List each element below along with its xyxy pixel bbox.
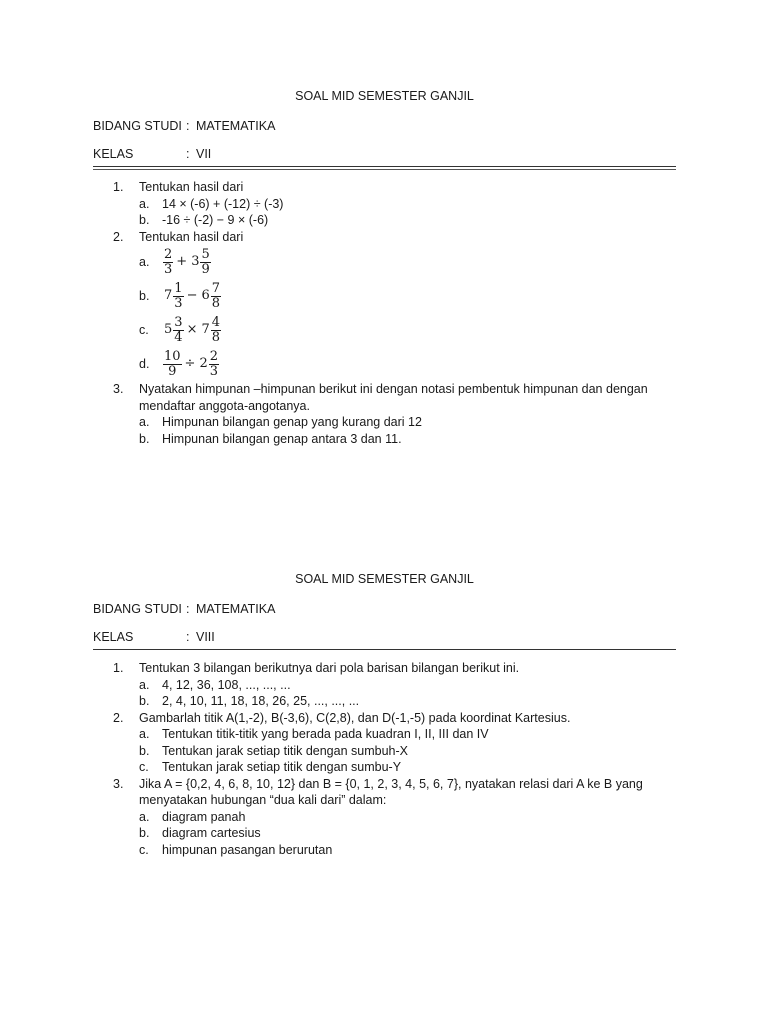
sub-letter: c. [139,760,149,774]
sub-text: Tentukan jarak setiap titik dengan sumbuh-X [162,743,408,758]
class-value: VIII [196,630,215,644]
header-rule-thin [93,169,676,170]
fraction: $\frac{4}{8}$ [211,314,221,345]
class-row [93,629,676,645]
fraction: $\frac{10}{9}$ [164,348,181,379]
question-2 [93,229,676,382]
subject-colon: : [186,602,190,616]
whole-number: 7 [164,287,173,303]
operator: + [176,253,188,269]
sub-question-c [139,759,676,776]
subject-label: BIDANG STUDI [93,119,182,133]
math-expression [162,248,212,277]
sub-letter: a. [139,196,150,211]
fraction: $\frac{3}{4}$ [174,314,183,345]
sub-letter: c. [139,323,149,337]
exam-title: SOAL MID SEMESTER GANJIL [295,89,474,103]
sub-question-b [139,693,676,710]
operator: × [186,321,198,337]
question-3 [93,381,676,447]
fraction: $\frac{7}{8}$ [211,280,221,311]
question-1 [93,179,676,229]
math-expression [162,282,222,311]
exam-sheet-viii [93,571,676,858]
fraction: $\frac{2}{3}$ [209,348,219,379]
sub-question-a [139,414,676,431]
sub-question-a [139,245,676,279]
question-number: 3. [113,382,124,396]
sub-question-a [139,726,676,743]
sub-text: 14 × (-6) + (-12) ÷ (-3) [162,196,284,211]
whole-number: 6 [201,287,210,303]
sub-text: diagram panah [162,809,246,824]
sub-letter: a. [139,415,150,429]
math-expression [162,350,220,379]
sub-letter: b. [139,694,150,708]
sub-question-a [139,677,676,694]
sub-text: diagram cartesius [162,826,261,840]
sub-question-c [139,842,676,859]
class-colon: : [186,147,190,161]
fraction: $\frac{5}{9}$ [201,246,210,277]
sub-text: Tentukan titik-titik yang berada pada kuadran I, II, III dan IV [162,727,489,741]
question-text: Nyatakan himpunan –himpunan berikut ini dengan notasi pembentuk himpunan dan dengan mendaftar anggota-angotanya. [139,382,648,413]
sub-text: Himpunan bilangan genap yang kurang dari 12 [162,415,422,429]
subject-colon: : [186,119,190,133]
sub-text: Himpunan bilangan genap antara 3 dan 11. [162,431,402,446]
class-label: KELAS [93,630,134,644]
class-row [93,146,676,162]
sub-question-a [139,809,676,826]
sub-text: himpunan pasangan berurutan [162,842,333,857]
sub-letter: b. [139,826,150,840]
sub-question-b [139,212,676,229]
header-rule [93,649,676,650]
operator: − [186,287,198,303]
question-number: 1. [113,661,124,675]
sub-question-c [139,313,676,347]
class-colon: : [186,630,190,644]
sub-letter: a. [139,809,150,824]
class-value: VII [196,147,212,161]
question-3 [93,776,676,859]
subject-label: BIDANG STUDI [93,602,182,616]
sub-letter: b. [139,431,150,446]
whole-number: 5 [164,321,173,337]
question-1 [93,660,676,710]
sub-letter: b. [139,213,150,227]
sub-question-b [139,825,676,842]
question-number: 1. [113,180,124,194]
sub-question-b [139,279,676,313]
subject-value: MATEMATIKA [196,119,276,133]
sub-letter: b. [139,289,150,303]
subject-value: MATEMATIKA [196,602,276,616]
question-number: 3. [113,776,124,791]
question-text: Jika A = {0,2, 4, 6, 8, 10, 12} dan B = {0, 1, 2, 3, 4, 5, 6, 7}, nyatakan relasi dari A ke B yang menyatakan hubungan “dua kali dari” dalam: [139,776,643,807]
question-text: Tentukan hasil dari [139,180,244,194]
fraction: $\frac{2}{3}$ [164,246,173,277]
question-number: 2. [113,229,124,244]
sub-letter: d. [139,357,150,371]
sub-text: 4, 12, 36, 108, ..., ..., ... [162,677,291,692]
sub-question-b [139,743,676,760]
operator: ÷ [184,355,196,371]
subject-row [93,118,676,134]
header-rule [93,166,676,167]
sub-letter: a. [139,255,150,269]
whole-number: 2 [199,355,208,371]
sub-question-b [139,431,676,448]
sub-letter: a. [139,727,150,741]
subject-row [93,601,676,617]
sub-letter: a. [139,677,150,692]
exam-sheet-vii [93,88,676,447]
whole-number: 7 [201,321,210,337]
question-text: Tentukan hasil dari [139,229,244,244]
fraction: $\frac{1}{3}$ [174,280,183,311]
class-label: KELAS [93,147,134,161]
sub-text: Tentukan jarak setiap titik dengan sumbu-Y [162,760,402,774]
math-expression [162,316,222,345]
sub-text: -16 ÷ (-2) − 9 × (-6) [162,213,269,227]
exam-title: SOAL MID SEMESTER GANJIL [295,572,474,586]
sub-text: 2, 4, 10, 11, 18, 18, 26, 25, ..., ..., ... [162,694,360,708]
sub-letter: b. [139,743,150,758]
whole-number: 3 [191,253,200,269]
question-number: 2. [113,710,124,725]
sub-question-d [139,347,676,381]
sub-question-a [139,196,676,213]
sub-letter: c. [139,842,149,857]
question-2 [93,710,676,776]
question-text: Gambarlah titik A(1,-2), B(-3,6), C(2,8), dan D(-1,-5) pada koordinat Kartesius. [139,710,571,725]
question-text: Tentukan 3 bilangan berikutnya dari pola barisan bilangan berikut ini. [139,661,520,675]
